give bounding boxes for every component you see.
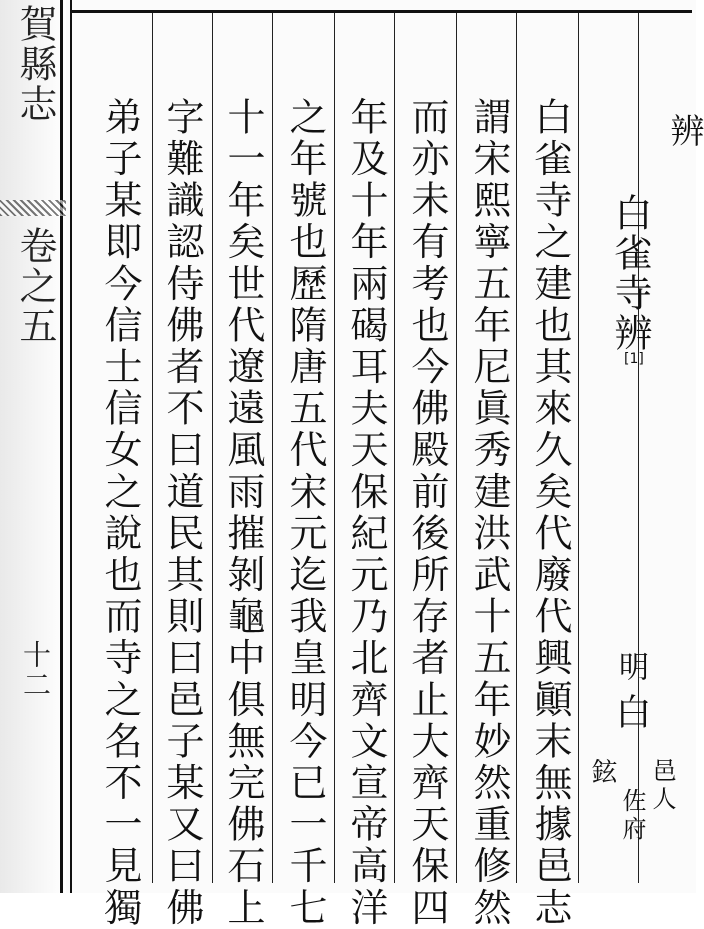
column-rule <box>152 13 153 883</box>
book-margin-strip <box>0 0 66 893</box>
text-block <box>72 10 704 929</box>
author-name: 白 <box>610 693 651 729</box>
author-note: 邑人 <box>648 758 676 814</box>
section-heading: 辨 <box>664 113 704 147</box>
text-column: 年及十年兩碣耳夫天保紀元乃北齊文宣帝高洋 <box>344 97 388 929</box>
dynasty-label: 明 <box>613 651 648 681</box>
book-title: 賀縣志 <box>13 4 57 124</box>
column-rule <box>334 13 335 883</box>
column-rule <box>394 13 395 883</box>
text-column: 白雀寺之建也其來久矣代廢代興顚末無據邑志 <box>528 97 572 929</box>
fish-tail-ornament <box>0 200 66 216</box>
footnote-marker: [1] <box>624 351 644 367</box>
page-number: 十二 <box>19 640 52 700</box>
volume-label: 卷之五 <box>13 226 57 346</box>
column-rule <box>272 13 273 883</box>
column-rule <box>456 13 457 883</box>
column-rule <box>212 13 213 883</box>
text-column: 弟子某即今信士信女之說也而寺之名不一見獨 <box>98 97 142 929</box>
author-name-fragment: 鉉 <box>587 758 617 788</box>
text-column: 字難識認侍佛者不曰道民其則曰邑子某又曰佛 <box>160 97 204 929</box>
text-column: 而亦未有考也今佛殿前後所存者止大齊天保四 <box>405 97 449 929</box>
author-note: 佐府 <box>618 788 646 844</box>
column-rule <box>578 13 579 883</box>
text-column: 之年號也歷隋唐五代宋元迄我皇明今已一千七 <box>283 97 327 929</box>
margin-rule <box>60 0 63 893</box>
text-column: 十一年矣世代遼遠風雨摧剝龜中俱無完佛石上 <box>221 97 265 929</box>
essay-title: 白雀寺辨 <box>608 193 652 353</box>
text-column: 謂宋熙寧五年尼眞秀建洪武十五年妙然重修然 <box>467 97 511 929</box>
